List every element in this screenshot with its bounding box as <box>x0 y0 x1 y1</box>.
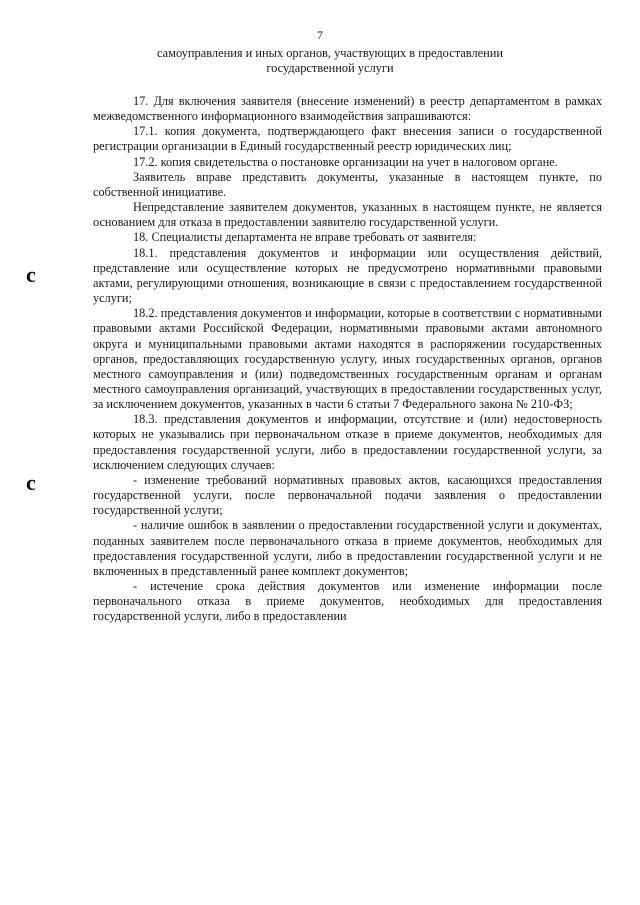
binder-hole-mark-icon: c <box>26 262 36 287</box>
list-item-expiry: - истечение срока действия документов или изменение информации после первоначального отказа в приеме документов, необходимых для предоставления государственной услуги, либо в предоставлении <box>93 579 602 624</box>
paragraph-18-2: 18.2. представления документов и информации, которые в соответствии с нормативными правовыми актами Российской Федерации, нормативными правовыми актами автономного округа и муниципальными правовыми актами находятся в распоряжении государственных органов, предоставляющих государственную услугу, иных государственных органов, органов местного самоуправления и (или) подведомственных государственным органам и органам местного самоуправления организаций, участвующих в предоставлении государственных услуг, за исключением документов, указанных в части 6 статьи 7 Федерального закона № 210-ФЗ; <box>93 306 602 412</box>
paragraph-18-1: 18.1. представления документов и информации или осуществления действий, представление или осуществление которых не предусмотрено нормативными правовыми актами, регулирующими отношения, возникающие в связи с предоставлением государственной услуги; <box>93 245 602 306</box>
page-number: 7 <box>317 28 323 42</box>
paragraph-17: 17. Для включения заявителя (внесение изменений) в реестр департаментом в рамках межведомственного информационного взаимодействия запрашиваются: <box>93 94 602 124</box>
document-body <box>93 94 602 624</box>
paragraph-non-submission: Непредставление заявителем документов, указанных в настоящем пункте, не является основанием для отказа в предоставлении заявителю государственной услуги. <box>93 200 602 230</box>
list-item-requirements-change: - изменение требований нормативных правовых актов, касающихся предоставления государственной услуги, после первоначальной подачи заявления о предоставлении государственной услуги; <box>93 472 602 518</box>
header-line-2: государственной услуги <box>266 61 394 75</box>
list-item-errors: - наличие ошибок в заявлении о предоставлении государственной услуги и документах, поданных заявителем после первоначального отказа в приеме документов, необходимых для предоставления государственной услуги, либо в предоставлении государственной услуги и не включенных в представленный ранее комплект документов; <box>93 518 602 578</box>
paragraph-18-3: 18.3. представления документов и информации, отсутствие и (или) недостоверность которых не указывались при первоначальном отказе в приеме документов, необходимых для предоставления государственной услуги, либо в предоставлении государственной услуги, за исключением следующих случаев: <box>93 412 602 472</box>
paragraph-17-2: 17.2. копия свидетельства о постановке организации на учет в налоговом органе. <box>133 154 558 169</box>
header-line-1: самоуправления и иных органов, участвующих в предоставлении <box>156 46 504 60</box>
binder-hole-mark-icon: c <box>26 470 36 495</box>
paragraph-18: 18. Специалисты департамента не вправе требовать от заявителя: <box>133 230 477 245</box>
paragraph-own-initiative: Заявитель вправе представить документы, указанные в настоящем пункте, по собственной инициативе. <box>93 169 602 199</box>
paragraph-17-1: 17.1. копия документа, подтверждающего факт внесения записи о государственной регистрации организации в Единый государственный реестр юридических лиц; <box>93 124 602 154</box>
section-header <box>90 46 570 76</box>
